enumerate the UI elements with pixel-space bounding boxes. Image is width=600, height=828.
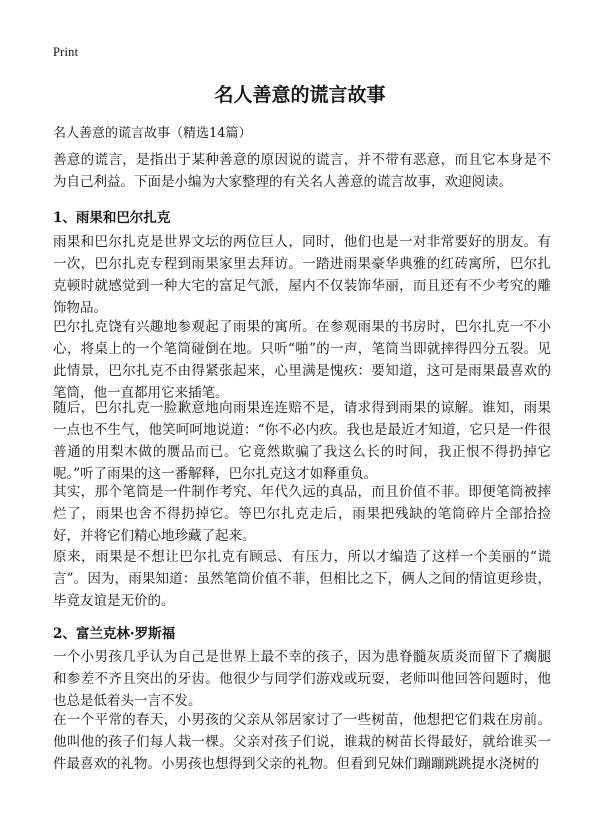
page-title: 名人善意的谎言故事 — [214, 84, 386, 106]
section-heading: 1、雨果和巴尔扎克 — [53, 210, 171, 226]
paragraph: 其实，那个笔筒是一件制作考究、年代久远的真品，而且价值不菲。即便笔筒被摔烂了，雨果也舍不得扔掉它。等巴尔扎克走后，雨果把残缺的笔筒碎片全部拾捡好，并将它们精心地珍藏了起来。 — [53, 484, 551, 544]
document-subtitle: 名人善意的谎言故事（精选14篇） — [53, 126, 252, 141]
paragraph: 一个小男孩几乎认为自己是世界上最不幸的孩子，因为患脊髓灰质炎而留下了瘸腿和参差不齐且突出的牙齿。他很少与同学们游戏或玩耍，老师叫他回答问题时，他也总是低着头一言不发。 — [53, 649, 551, 709]
paragraph: 随后，巴尔扎克一脸歉意地向雨果连连赔不是，请求得到雨果的谅解。谁知，雨果一点也不生气，他笑呵呵地说道：“你不必内疚。我也是最近才知道，它只是一件很普通的用梨木做的赝品而已。它竟然欺骗了我这么长的时间，我正恨不得扔掉它呢。”听了雨果的这一番解释，巴尔扎克这才如释重负。 — [53, 400, 551, 482]
paragraph: 巴尔扎克饶有兴趣地参观起了雨果的寓所。在参观雨果的书房时，巴尔扎克一不小心，将桌上的一个笔筒碰倒在地。只听“啪”的一声，笔筒当即就摔得四分五裂。见此情景，巴尔扎克不由得紧张起来，心里满是愧疚：要知道，这可是雨果最喜欢的笔筒，他一直都用它来插笔。 — [53, 319, 551, 401]
paragraph: 雨果和巴尔扎克是世界文坛的两位巨人，同时，他们也是一对非常要好的朋友。有一次，巴尔扎克专程到雨果家里去拜访。一踏进雨果豪华典雅的红砖寓所，巴尔扎克顿时就感觉到一种大宅的富足气派，屋内不仅装饰华丽，而且还有不少考究的雕饰物品。 — [53, 234, 551, 316]
intro-paragraph: 善意的谎言，是指出于某种善意的原因说的谎言，并不带有恶意，而且它本身是不为自己利益。下面是小编为大家整理的有关名人善意的谎言故事，欢迎阅读。 — [53, 152, 551, 190]
paragraph: 在一个平常的春天，小男孩的父亲从邻居家讨了一些树苗，他想把它们栽在房前。他叫他的孩子们每人栽一棵。父亲对孩子们说，谁栽的树苗长得最好，就给谁买一件最喜欢的礼物。小男孩也想得到父亲的礼物。但看到兄妹们蹦蹦跳跳提水浇树的 — [53, 712, 551, 772]
section-heading: 2、富兰克林·罗斯福 — [53, 626, 176, 642]
paragraph: 原来，雨果是不想让巴尔扎克有顾忌、有压力，所以才编造了这样一个美丽的“谎言”。因为，雨果知道：虽然笔筒价值不菲，但相比之下，俩人之间的情谊更珍贵，毕竟友谊是无价的。 — [53, 549, 551, 609]
print-label: Print — [53, 45, 79, 59]
